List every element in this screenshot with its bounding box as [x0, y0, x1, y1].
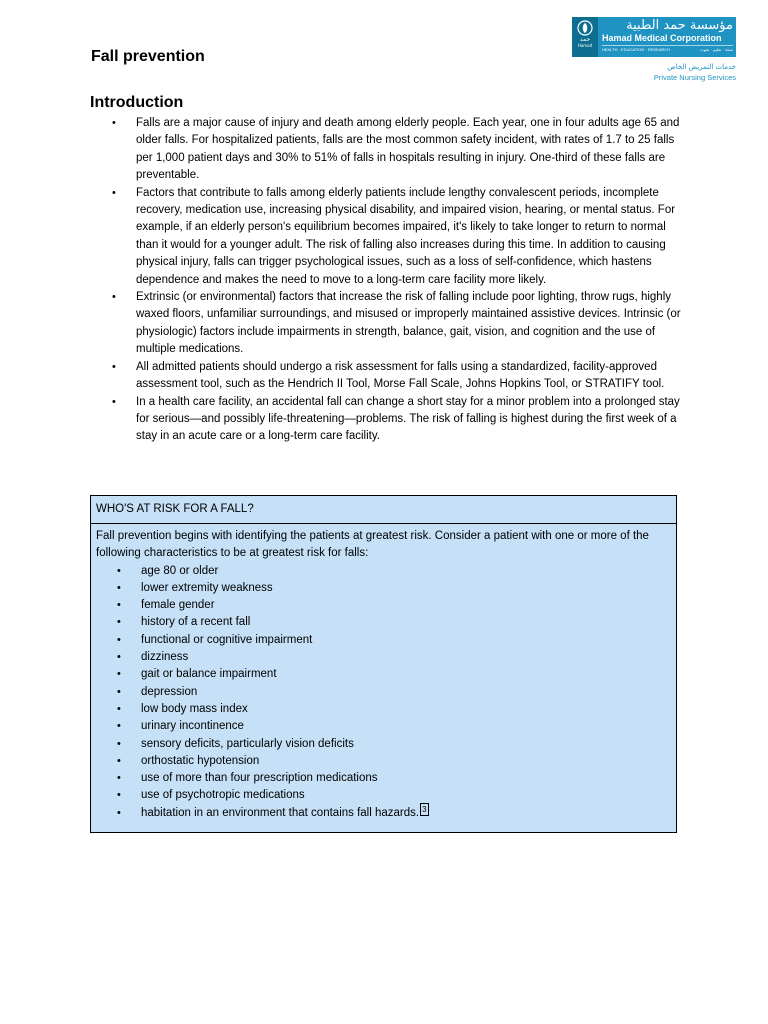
list-item: [96, 563, 671, 580]
risk-factor-text: age 80 or older: [141, 564, 219, 577]
reference-mark[interactable]: 3: [422, 804, 427, 814]
risk-factor-text: use of more than four prescription medications: [141, 772, 378, 785]
bullet-icon: •: [117, 564, 121, 577]
logo-tagline-en: HEALTH · EDUCATION · RESEARCH: [602, 47, 671, 52]
bullet-icon: •: [112, 395, 116, 408]
risk-box-intro: Fall prevention begins with identifying the patients at greatest risk. Consider a patient with one or more of the following characteristics to be at greatest risk for falls:: [96, 530, 649, 560]
service-name-arabic: خدمات التمريض الخاص: [667, 63, 736, 71]
risk-factor-text: habitation in an environment that contains fall hazards.: [141, 806, 420, 819]
risk-factors-box: [90, 495, 677, 833]
bullet-icon: •: [117, 668, 121, 681]
list-item: [112, 289, 682, 359]
risk-factor-text: low body mass index: [141, 702, 248, 715]
bullet-icon: •: [117, 702, 121, 715]
logo-english-name: Hamad Medical Corporation: [602, 33, 722, 43]
risk-factor-text: lower extremity weakness: [141, 581, 273, 594]
list-item-text: Extrinsic (or environmental) factors that increase the risk of falling include poor lighting, throw rugs, highly waxed floors, unfamiliar surroundings, and misused or improperly maintained assistive devices. Intrinsic (or physiologic) factors include impairments in strength, balance, gait, vision, and cognition and the use of multiple medications.: [136, 291, 681, 356]
list-item: [112, 185, 682, 289]
list-item: [96, 770, 671, 787]
bullet-icon: •: [112, 117, 116, 129]
bullet-icon: •: [117, 616, 121, 629]
risk-factor-text: dizziness: [141, 651, 189, 664]
hmc-logo: [572, 17, 736, 85]
risk-factor-text: sensory deficits, particularly vision deficits: [141, 737, 354, 750]
bullet-icon: •: [117, 754, 121, 767]
list-item: [96, 649, 671, 666]
bullet-icon: •: [117, 685, 121, 698]
bullet-icon: •: [112, 360, 116, 373]
risk-factor-text: urinary incontinence: [141, 720, 244, 733]
document-title: Fall prevention: [91, 48, 205, 65]
list-item: [96, 701, 671, 718]
bullet-icon: •: [117, 737, 121, 750]
bullet-icon: •: [117, 651, 121, 664]
risk-factor-text: depression: [141, 685, 198, 698]
list-item: [96, 805, 671, 822]
logo-tagline-ar: صحة · تعليم · بحوث: [700, 47, 733, 52]
logo-emblem: [572, 17, 598, 57]
list-item-text: Falls are a major cause of injury and death among elderly people. Each year, one in four adults age 65 and older falls. For hospitalized patients, falls are the most common safety incident, with rates of 1.7 to 25 falls per 1,000 patient days and 30% to 51% of falls in hospitals resulting in injury. One-third of these falls are preventable.: [136, 117, 680, 182]
bullet-icon: •: [117, 720, 121, 733]
risk-box-body: [91, 524, 676, 822]
bullet-icon: •: [117, 806, 121, 819]
bullet-icon: •: [117, 633, 121, 646]
introduction-heading: Introduction: [90, 94, 184, 111]
list-item-text: Factors that contribute to falls among elderly patients include lengthy convalescent periods, incomplete recovery, medication use, increasing physical disability, and impaired vision, hearing, or mental status. For example, if an elderly person's equilibrium becomes impaired, it's likely to take longer to return to normal than it would for a younger adult. The risk of falling also increases during this time. In addition to causing physical injury, falls can trigger psychological issues, such as a loss of self-confidence, which hastens dependence and makes the need to move to a long-term care facility more likely.: [136, 186, 676, 286]
list-item-text: All admitted patients should undergo a risk assessment for falls using a standardized, facility-approved assessment tool, such as the Hendrich II Tool, Morse Fall Scale, Johns Hopkins Tool, or STRATIFY tool.: [136, 360, 665, 391]
list-item: [112, 394, 682, 446]
bullet-icon: •: [117, 599, 121, 612]
list-item: [96, 684, 671, 701]
list-item: [96, 614, 671, 631]
list-item: [96, 666, 671, 683]
bullet-icon: •: [117, 789, 121, 802]
introduction-list: [112, 115, 682, 446]
emblem-arabic-text: حمد: [579, 36, 591, 43]
list-item-text: In a health care facility, an accidental fall can change a short stay for a minor problem into a prolonged stay for serious—and possibly life-threatening—problems. The risk of falling is highest during the first week of a stay in an acute care or a long-term care facility.: [136, 395, 680, 443]
bullet-icon: •: [112, 291, 116, 304]
service-name-english: Private Nursing Services: [653, 73, 736, 82]
logo-arabic-name: مؤسسة حمد الطبية: [626, 18, 733, 33]
emblem-english-text: Hamad: [577, 43, 593, 48]
logo-text-block: [598, 17, 736, 57]
risk-factor-text: use of psychotropic medications: [141, 789, 305, 802]
list-item: [96, 736, 671, 753]
list-item: [96, 632, 671, 649]
list-item: [96, 580, 671, 597]
logo-tagline: [602, 45, 733, 54]
list-item: [96, 787, 671, 804]
risk-factors-list: [96, 563, 671, 822]
emblem-icon: [577, 20, 593, 36]
risk-factor-text: gait or balance impairment: [141, 668, 277, 681]
list-item: [96, 753, 671, 770]
bullet-icon: •: [112, 186, 116, 199]
list-item: [112, 115, 682, 185]
bullet-icon: •: [117, 772, 121, 785]
risk-factor-text: female gender: [141, 599, 215, 612]
list-item: [96, 718, 671, 735]
logo-banner: [572, 17, 736, 57]
bullet-icon: •: [117, 581, 121, 594]
risk-box-header: WHO'S AT RISK FOR A FALL?: [91, 496, 676, 524]
list-item: [112, 359, 682, 394]
risk-factor-text: functional or cognitive impairment: [141, 633, 313, 646]
list-item: [96, 597, 671, 614]
risk-factor-text: history of a recent fall: [141, 616, 251, 629]
risk-factor-text: orthostatic hypotension: [141, 754, 260, 767]
